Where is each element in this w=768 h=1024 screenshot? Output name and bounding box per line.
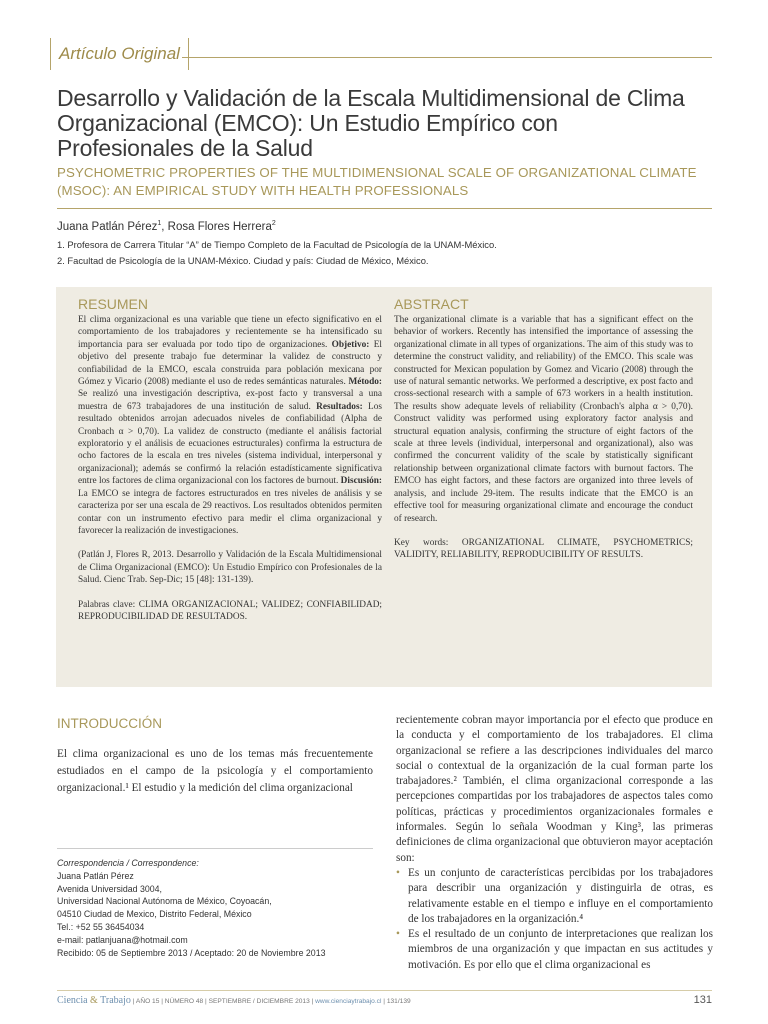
section-label-tab [50, 38, 189, 70]
footer-rule [57, 990, 712, 991]
resumen-keywords: Palabras clave: CLIMA ORGANIZACIONAL; VALIDEZ; CONFIABILIDAD; REPRODUCIBILIDAD DE RESULTADOS. [78, 599, 382, 622]
correspondence-line: Avenida Universidad 3004, [57, 883, 162, 894]
article-title: Desarrollo y Validación de la Escala Multidimensional de Clima Organizacional (EMCO): Un Estudio Empírico con Profesionales de la Salud [57, 85, 685, 161]
body-paragraph: recientemente cobran mayor importancia por el efecto que produce en la conducta y el comportamiento de los trabajadores. El clima organizacional se refiere a las descripciones individuales del marco social o contextual de la organización de la cual forman parte los trabajadores.² También, el clima organizacional corresponde a las percepciones compartidas por los trabajadores de aspectos tales como políticas, prácticas y procedimientos organizacionales formales e informales. Según lo señala Woodman y King³, las primeras definiciones de clima organizacional que obtuvieron mayor aceptación son: [396, 714, 713, 864]
affiliation: 2. Facultad de Psicología de la UNAM-México. Ciudad y país: Ciudad de México, México. [57, 255, 429, 266]
header-rule [182, 57, 712, 58]
list-item: • Es el resultado de un conjunto de interpretaciones que realizan los miembros de una organización y que impactan en sus actitudes y motivación. Es por ello que el clima organizacional es [396, 927, 713, 973]
journal-website-link[interactable]: www.cienciaytrabajo.cl [315, 998, 382, 1005]
section-label: Artículo Original [59, 44, 180, 63]
page-number: 131 [693, 994, 712, 1006]
author-name: Rosa Flores Herrera [167, 220, 272, 233]
body-right-column [396, 713, 713, 973]
correspondence-line: Juana Patlán Pérez [57, 870, 134, 881]
page-range: | 131/139 [381, 998, 411, 1005]
issue-info: | AÑO 15 | NÚMERO 48 | SEPTIEMBRE / DICIEMBRE 2013 | [130, 998, 316, 1005]
affiliation: 1. Profesora de Carrera Titular “A” de Tiempo Completo de la Facultad de Psicología de la UNAM-México. [57, 239, 497, 250]
title-rule [57, 208, 712, 209]
correspondence-line: 04510 Ciudad de Mexico, Distrito Federal, México [57, 909, 252, 920]
author-sup: 1 [157, 220, 162, 227]
intro-heading: INTRODUCCIÓN [57, 716, 162, 731]
author-sup: 2 [271, 220, 276, 227]
resumen-column [78, 296, 382, 623]
resumen-heading: RESUMEN [78, 296, 149, 312]
correspondence-line: Universidad Nacional Autónoma de México, Coyoacán, [57, 896, 272, 907]
correspondence-rule [57, 848, 373, 849]
citation: (Patlán J, Flores R, 2013. Desarrollo y Validación de la Escala Multidimensional de Clima Organizacional (EMCO): Un Estudio Empírico con Profesionales de la Salud. Cienc Trab. Sep-Dic; 15 [48]: 131-139). [78, 550, 382, 586]
abstract-heading: ABSTRACT [394, 296, 469, 312]
resumen-text: El clima organizacional es una variable que tiene un efecto significativo en el comportamiento de los trabajadores y recientemente se ha intensificado su importancia para ser evaluada por todo tipo de organizaciones. Objetivo: El objetivo del presente trabajo fue determinar la validez de constructo y confiabilidad de la EMCO, escala construida para población mexicana por Gómez y Vicario (2008) mediante el uso de redes semánticas naturales. Método: Se realizó una investigación descriptiva, ex-post facto y transversal a una muestra de 673 trabajadores de una institución de salud. Resultados: Los resultado obtenidos arrojan adecuados niveles de confiabilidad (Alpha de Cronbach α > 0,70). La validez de constructo (mediante el análisis factorial exploratorio y el análisis de ecuaciones estructurales) confirma la estructura de ocho factores de la escala en tres niveles (sistema individual, interpersonal y organizacional); además se confirmó la relación estadísticamente significativa entre los factores de clima organizacional con los factores de burnout. Discusión: La EMCO se integra de factores estructurados en tres niveles de análisis y se caracteriza por ser una escala de 29 reactivos. Los resultados obtenidos permiten contar con un instrumento efectivo para medir el clima organizacional y favorecer la realización de investigaciones. [78, 315, 382, 536]
abstract-text: The organizational climate is a variable that has a significant effect on the behavior of workers. Recently has intensified the importance of assessing the organizational climate in all types of organizations. The aim of this study was to determine the construct validity, and reliability) of the EMCO. This scale was constructed for Mexican population by Gomez and Vicario (2008) through the use of natural semantic networks. We performed a descriptive, ex post facto and cross-sectional research with a sample of 673 workers in a health institution. The results show adequate levels of reliability (Cronbach's alpha α > 0,70). Construct validity was performed using exploratory factor analysis and structural equation analysis, confirming the structure of eight factors of the scale at three levels (individual, interpersonal and organizational), also was confirmed the concurrent validity of the scale by statistically significant relationship between organizational climate factors with burnout factors. The EMCO has eight factors, and these factors are organized into three levels of analysis, and include 29-item. The results indicate that the EMCO is an effective tool for measuring organizational climate and encourage the conduct of research. [394, 315, 693, 524]
abstract-column [394, 296, 693, 562]
correspondence-email[interactable]: e-mail: patlanjuana@hotmail.com [57, 934, 188, 945]
journal-footer [57, 995, 411, 1006]
correspondence-line: Tel.: +52 55 36454034 [57, 921, 145, 932]
correspondence-heading: Correspondencia / Correspondence: [57, 858, 199, 868]
journal-name: Ciencia & Trabajo [57, 995, 131, 1006]
author-name: Juana Patlán Pérez [57, 220, 158, 233]
correspondence-dates: Recibido: 05 de Septiembre 2013 / Aceptado: 20 de Noviembre 2013 [57, 947, 326, 958]
list-item: • Es un conjunto de características percibidas por los trabajadores para describir una organización y distinguirla de otras, es relativamente estable en el tiempo e influye en el comportamiento de los trabajadores en la organización.⁴ [396, 866, 713, 927]
authors: Juana Patlán Pérez$^1$, Rosa Flores Herrera$^2$ [57, 220, 276, 233]
abstract-keywords: Key words: ORGANIZATIONAL CLIMATE, PSYCHOMETRICS; VALIDITY, RELIABILITY, REPRODUCIBILITY OF RESULTS. [394, 537, 693, 561]
intro-paragraph: El clima organizacional es uno de los temas más frecuentemente estudiados en el campo de la psicología y el comportamiento organizacional.¹ El estudio y la medición del clima organizacional [57, 748, 373, 794]
definition-list [396, 866, 713, 973]
article-subtitle: PSYCHOMETRIC PROPERTIES OF THE MULTIDIMENSIONAL SCALE OF ORGANIZATIONAL CLIMATE (MSOC): AN EMPIRICAL STUDY WITH HEALTH PROFESSIONALS [57, 165, 697, 198]
correspondence-block [57, 857, 373, 959]
